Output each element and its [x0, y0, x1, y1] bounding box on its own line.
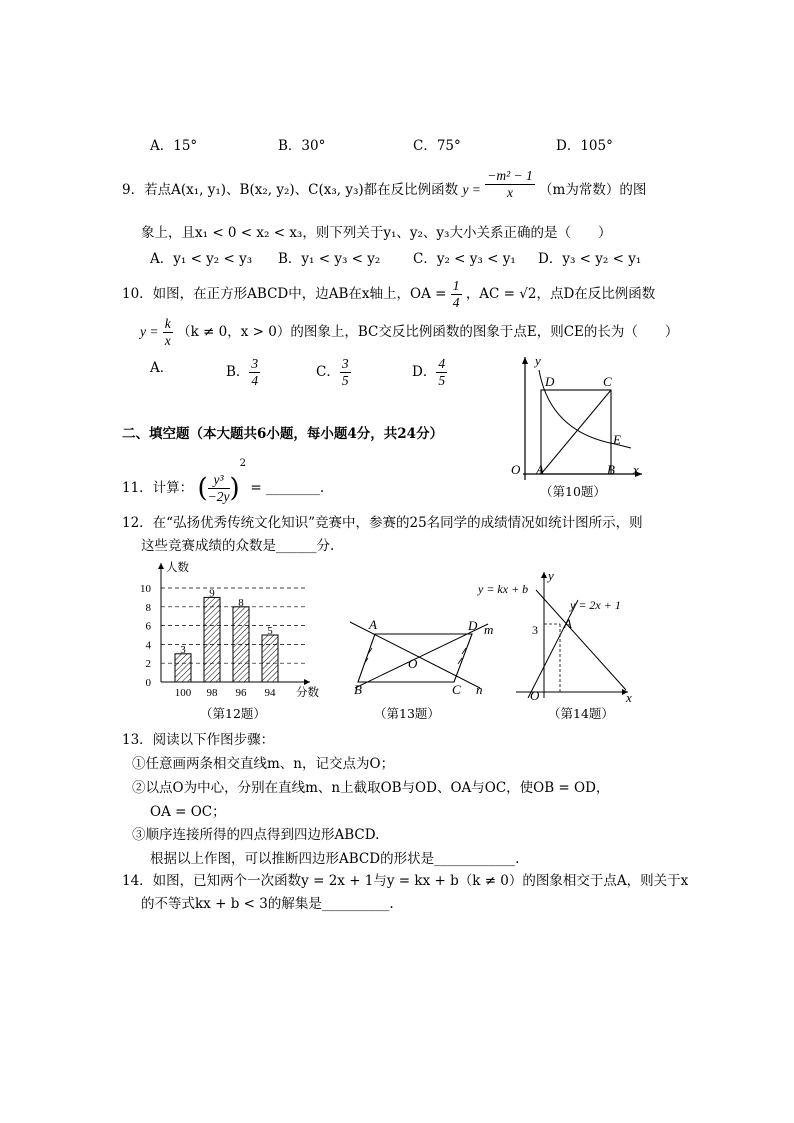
chart-bar [262, 635, 278, 682]
q12-line2: 这些竞赛成绩的众数是______分. [141, 538, 335, 554]
fig14-label-y: y [548, 568, 554, 583]
q8-option-c: C．75° [413, 138, 461, 154]
q11: 11．计算： ( $\frac{\text{y³}}{-2y}$ )$^2$ = ________. [122, 458, 325, 504]
q13-step1: ①任意画两条相交直线m、n，记交点为O； [132, 756, 395, 772]
q10-text-c: （k ≠ 0，x > 0）的图象上，BC交反比例函数的图象于点E，则CE的长为（ ） [177, 324, 679, 340]
q13-title: 13．阅读以下作图步骤： [122, 732, 275, 748]
chart-category-label: 100 [174, 687, 192, 699]
chart-ylabel: 人数 [166, 562, 189, 574]
q13-step3: ③顺序连接所得的四点得到四边形ABCD. [132, 827, 380, 843]
q10-line2 [140, 316, 678, 349]
chart-category-label: 96 [235, 687, 247, 699]
fig10-caption: （第10题） [540, 484, 606, 499]
q9-line2: 象上，且x₁ < 0 < x₂ < x₃，则下列关于y₁、y₂、y₃大小关系正确的是（ ） [141, 225, 612, 241]
q10-y-eq: y = [140, 324, 159, 339]
q10-k-num: k [164, 316, 171, 331]
chart-data-label: 5 [267, 625, 273, 637]
chart-category-label: 98 [206, 687, 218, 699]
q8-option-d: D．105° [556, 138, 613, 154]
q14-line2: 的不等式kx + b < 3的解集是__________. [141, 896, 394, 912]
fig14-label-2x1: y = 2x + 1 [570, 598, 621, 612]
fig14-label-kxb: y = kx + b [478, 582, 529, 596]
q9-option-d: D．y₃ < y₂ < y₁ [538, 251, 642, 267]
q9-option-b: B．y₁ < y₃ < y₂ [278, 251, 381, 267]
chart-bar [175, 654, 191, 682]
q11-num: y³ [208, 472, 230, 489]
fig13-caption: （第13题） [374, 706, 440, 721]
chart-ytick-label: 0 [145, 677, 151, 689]
q11-suffix: = ________. [250, 480, 325, 496]
chart-category-label: 94 [264, 687, 276, 699]
q10-oa-den: 4 [452, 295, 460, 310]
chart-data-label: 3 [180, 643, 186, 656]
fig13-label-a: A [369, 617, 377, 632]
q11-exp: 2 [239, 458, 247, 469]
chart-ytick-label: 2 [145, 658, 151, 671]
q9-line1: 9．若点A(x₁, y₁)、B(x₂, y₂)、C(x₃, y₃)都在反比例函数 y = $\frac{\text{−m² − 1}}{x}$ （m为常数）的图 [122, 168, 647, 200]
fig14-label-x: x [626, 690, 632, 705]
chart-ytick-label: 4 [145, 639, 151, 652]
fig14-label-3: 3 [532, 623, 538, 637]
q13-step2b: OA = OC； [150, 804, 226, 820]
fig12-caption: （第12题） [200, 706, 266, 721]
q12-line1: 12．在“弘扬优秀传统文化知识”竞赛中，参赛的25名同学的成绩情况如统计图所示，则 [122, 515, 643, 531]
fig14-label-a: A [564, 616, 572, 631]
q11-prefix: 11．计算： [122, 480, 194, 496]
q10-text-b: ，AC = √2，点D在反比例函数 [465, 286, 656, 302]
chart-ytick-label: 8 [145, 601, 151, 614]
q10-option-d: D． $\frac{4}{5}$ [412, 356, 446, 388]
fig10-label-x: x [633, 462, 639, 477]
chart-ytick-label: 6 [145, 620, 151, 633]
fig10-label-y: y [535, 353, 541, 368]
fig13-label-c: C [452, 682, 461, 697]
q8-option-b: B．30° [278, 138, 326, 154]
q10-oa-num: 1 [452, 278, 460, 293]
q8-option-a: A．15° [150, 138, 198, 154]
fig10-label-c: C [603, 374, 612, 389]
fig10-label-e: E [613, 432, 621, 447]
q9-tail: （m为常数）的图 [539, 182, 647, 198]
figure-10 [505, 352, 655, 497]
chart-xlabel: 分数 [296, 687, 319, 699]
q10-text-a: 10．如图，在正方形ABCD中，边AB在x轴上，OA = [122, 286, 447, 302]
fig13-label-m: m [484, 622, 494, 637]
q13-step2a: ②以点O为中心，分别在直线m、n上截取OB与OD、OA与OC，使OB = OD， [132, 780, 610, 796]
q9-frac-num: −m² − 1 [487, 168, 533, 183]
fig13-label-o: O [408, 656, 418, 671]
chart-data-label: 8 [238, 596, 244, 609]
bar-chart [130, 558, 330, 703]
q9-text: 9．若点A(x₁, y₁)、B(x₂, y₂)、C(x₃, y₃)都在反比例函数 [122, 182, 459, 198]
q9-option-c: C．y₂ < y₃ < y₁ [413, 251, 516, 267]
q10-option-c: C． $\frac{3}{5}$ [316, 356, 349, 388]
fig10-label-o: O [511, 462, 521, 477]
q10-line1 [122, 278, 655, 311]
fig10-label-a: A [536, 462, 544, 477]
q9-frac-den: x [506, 185, 513, 200]
fig14-caption: （第14题） [548, 706, 614, 721]
q10-option-a: A． [150, 360, 174, 376]
q14-line1: 14．如图，已知两个一次函数y = 2x + 1与y = kx + b（k ≠ 0）的图象相交于点A，则关于x [122, 873, 689, 889]
q9-option-a: A．y₁ < y₂ < y₃ [150, 251, 253, 267]
q10-option-b: B． $\frac{3}{4}$ [226, 356, 259, 388]
q11-den: −2y [207, 489, 230, 504]
fig14-label-o: O [530, 688, 540, 703]
q13-conclusion: 根据以上作图，可以推断四边形ABCD的形状是____________. [150, 851, 520, 867]
fig13-label-n: n [476, 682, 483, 697]
chart-bar [233, 607, 249, 682]
chart-bar [204, 597, 220, 682]
figure-14 [478, 568, 638, 703]
q10-k-den: x [164, 333, 171, 348]
fig13-label-d: D [468, 618, 478, 633]
chart-ytick-label: 10 [140, 583, 151, 595]
chart-data-label: 9 [209, 587, 215, 600]
fig10-label-b: B [607, 462, 615, 477]
fig10-label-d: D [545, 374, 555, 389]
section-2-heading: 二、填空题（本大题共6小题，每小题4分，共24分） [122, 426, 444, 442]
fig13-label-b: B [354, 682, 362, 697]
